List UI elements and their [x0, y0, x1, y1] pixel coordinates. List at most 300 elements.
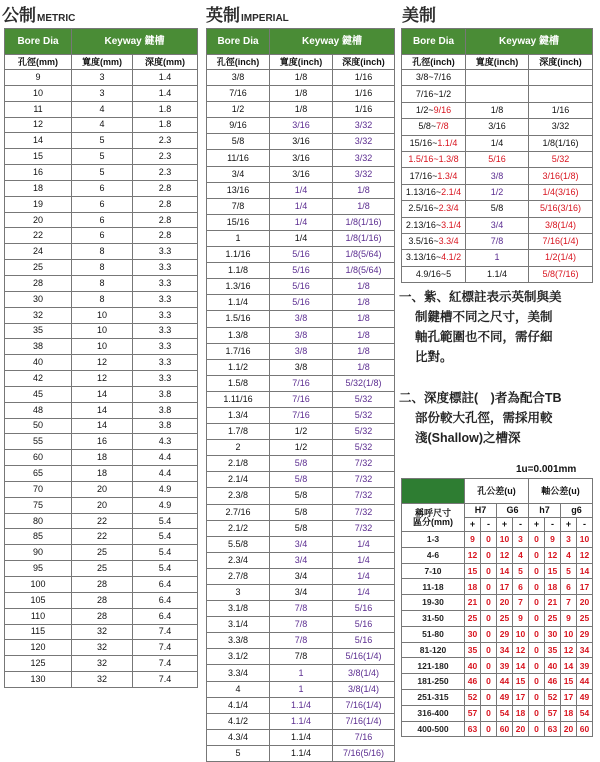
metric-title: 公制METRIC — [2, 6, 76, 25]
table-cell: 4.9 — [133, 497, 198, 513]
table-row — [207, 134, 395, 150]
table-cell: 80 — [5, 513, 72, 529]
table-row — [5, 513, 198, 529]
table-cell: 3.8 — [133, 402, 198, 418]
table-cell: 1/2 — [207, 102, 270, 118]
table-cell: 7/16(1/4) — [529, 233, 593, 249]
table-row — [5, 418, 198, 434]
note-line: 比對。 — [415, 350, 453, 364]
tolerance-cell: 0 — [529, 563, 545, 579]
table-cell: 5.4 — [133, 545, 198, 561]
table-cell: 5/32 — [333, 391, 395, 407]
tolerance-cell: 15 — [561, 674, 577, 690]
table-cell: 1/8 — [333, 279, 395, 295]
table-row — [207, 150, 395, 166]
tolerance-cell: 12 — [465, 547, 481, 563]
table-cell: 1 — [270, 665, 333, 681]
table-cell: 2.8 — [133, 196, 198, 212]
table-cell: 3.1/8 — [207, 601, 270, 617]
table-row — [5, 117, 198, 133]
tolerance-cell: 7 — [513, 595, 529, 611]
table-row — [402, 102, 593, 118]
table-row — [402, 689, 593, 705]
table-cell: 1.4 — [133, 85, 198, 101]
table-cell: 3/4 — [270, 536, 333, 552]
table-cell: 5/16(3/16) — [529, 201, 593, 217]
minus-header: - — [513, 518, 529, 532]
table-cell: 18 — [72, 466, 133, 482]
table-cell: 3/8 — [270, 327, 333, 343]
table-row — [207, 182, 395, 198]
table-row — [5, 307, 198, 323]
size-range-cell: 400-500 — [402, 721, 465, 737]
table-row — [207, 568, 395, 584]
tolerance-cell: 18 — [465, 579, 481, 595]
tolerance-cell: 12 — [561, 642, 577, 658]
tolerance-cell: 4 — [513, 547, 529, 563]
table-cell: 32 — [72, 672, 133, 688]
table-row — [402, 610, 593, 626]
table-row — [5, 672, 198, 688]
table-cell: 1/4 — [270, 230, 333, 246]
table-cell: 1/4 — [333, 552, 395, 568]
table-cell: 3/4 — [207, 166, 270, 182]
table-cell: 1/8 — [270, 86, 333, 102]
table-row — [5, 212, 198, 228]
table-cell: 3/32 — [333, 134, 395, 150]
table-cell: 24 — [5, 244, 72, 260]
table-cell: 5/16 — [270, 279, 333, 295]
table-row — [402, 233, 593, 249]
tolerance-cell: 52 — [545, 689, 561, 705]
table-row — [207, 230, 395, 246]
tolerance-cell: 14 — [561, 658, 577, 674]
table-row — [207, 247, 395, 263]
table-row — [402, 642, 593, 658]
width-header: 寬度(mm) — [72, 55, 133, 70]
table-cell: 3/8 — [270, 343, 333, 359]
table-cell: 3/16(1/8) — [529, 168, 593, 184]
table-row — [402, 250, 593, 266]
tolerance-cell: 0 — [481, 626, 497, 642]
table-cell: 5/8 — [270, 472, 333, 488]
table-cell — [529, 70, 593, 86]
table-row — [402, 70, 593, 86]
table-cell: 5/8(7/16) — [529, 266, 593, 282]
table-cell: 3/8 — [466, 168, 529, 184]
tolerance-cell: 46 — [465, 674, 481, 690]
table-row — [402, 658, 593, 674]
table-row — [207, 295, 395, 311]
table-row — [402, 674, 593, 690]
table-row — [402, 547, 593, 563]
table-cell: 3/8 — [270, 311, 333, 327]
table-row — [207, 375, 395, 391]
table-cell: 5/16 — [270, 263, 333, 279]
table-cell: 1/8 — [270, 70, 333, 86]
tolerance-cell: 0 — [529, 689, 545, 705]
table-row — [5, 355, 198, 371]
table-cell: 28 — [72, 608, 133, 624]
tolerance-cell: 44 — [577, 674, 593, 690]
table-row — [207, 70, 395, 86]
us-title: 美制 — [402, 6, 436, 25]
bore-dia-header: Bore Dia — [402, 29, 466, 55]
table-cell: 1.1/2 — [207, 359, 270, 375]
table-cell: 3/16 — [270, 118, 333, 134]
table-cell: 45 — [5, 386, 72, 402]
table-row — [207, 601, 395, 617]
table-cell: 5/16 — [333, 617, 395, 633]
tolerance-cell: 30 — [465, 626, 481, 642]
table-row — [5, 228, 198, 244]
size-range-cell: 31-50 — [402, 610, 465, 626]
table-cell: 1.1/8 — [207, 263, 270, 279]
table-cell: 10 — [72, 339, 133, 355]
table-cell: 5/32(1/8) — [333, 375, 395, 391]
tolerance-cell: 0 — [529, 547, 545, 563]
table-cell: 105 — [5, 592, 72, 608]
tolerance-cell: 9 — [465, 532, 481, 548]
size-range-cell: 81-120 — [402, 642, 465, 658]
table-cell: 1/8 — [333, 295, 395, 311]
tolerance-cell: 0 — [481, 721, 497, 737]
table-cell: 3.3 — [133, 323, 198, 339]
plus-header: + — [561, 518, 577, 532]
table-cell: 5 — [72, 149, 133, 165]
table-cell: 95 — [5, 561, 72, 577]
tolerance-cell: 10 — [513, 626, 529, 642]
table-cell: 22 — [72, 529, 133, 545]
table-row — [5, 165, 198, 181]
table-cell: 7/16 — [270, 375, 333, 391]
table-row — [207, 424, 395, 440]
table-cell: 18 — [72, 450, 133, 466]
table-cell: 1/4 — [270, 182, 333, 198]
table-cell: 1/4 — [333, 536, 395, 552]
table-cell: 1/2~9/16 — [402, 102, 466, 118]
table-cell: 1/8(5/64) — [333, 263, 395, 279]
tolerance-cell: 0 — [481, 595, 497, 611]
table-cell: 1/8 — [466, 102, 529, 118]
table-row — [207, 311, 395, 327]
table-cell: 12 — [72, 371, 133, 387]
minus-header: - — [577, 518, 593, 532]
table-row — [402, 721, 593, 737]
table-cell: 9 — [5, 70, 72, 86]
table-row — [5, 450, 198, 466]
note-line: 二、深度標註( )者為配合TB — [399, 391, 562, 405]
tolerance-cell: 5 — [561, 563, 577, 579]
table-cell: 30 — [5, 291, 72, 307]
table-cell: 12 — [72, 355, 133, 371]
tolerance-cell: 0 — [481, 658, 497, 674]
table-row — [207, 665, 395, 681]
table-row — [207, 552, 395, 568]
table-cell: 20 — [72, 497, 133, 513]
tolerance-cell: 3 — [561, 532, 577, 548]
table-row — [207, 391, 395, 407]
table-cell: 60 — [5, 450, 72, 466]
table-row — [5, 133, 198, 149]
table-cell: 2.1/4 — [207, 472, 270, 488]
table-cell: 48 — [5, 402, 72, 418]
table-row — [5, 481, 198, 497]
size-range-header: 稱呼尺寸 區分(mm) — [402, 504, 465, 532]
tolerance-cell: 40 — [465, 658, 481, 674]
tolerance-cell: 0 — [529, 705, 545, 721]
table-row — [207, 359, 395, 375]
width-header: 寬度(inch) — [466, 55, 529, 70]
tolerance-cell: 44 — [497, 674, 513, 690]
table-cell: 120 — [5, 640, 72, 656]
table-cell: 11/16 — [207, 150, 270, 166]
tolerance-cell: 0 — [529, 658, 545, 674]
keyway-header: Keyway 鍵槽 — [72, 29, 198, 55]
table-row — [207, 488, 395, 504]
table-cell: 3/32 — [333, 166, 395, 182]
table-cell: 7/32 — [333, 488, 395, 504]
table-cell: 3/32 — [529, 119, 593, 135]
table-cell: 16 — [5, 165, 72, 181]
table-row — [5, 577, 198, 593]
table-cell: 5 — [72, 165, 133, 181]
tolerance-cell: 14 — [513, 658, 529, 674]
note-line: 一、紫、紅標註表示英制與美 — [399, 290, 562, 304]
table-cell: 2.3/8 — [207, 488, 270, 504]
tolerance-cell: 49 — [497, 689, 513, 705]
table-cell: 1.1/16 — [207, 247, 270, 263]
table-row — [402, 119, 593, 135]
table-cell: 8 — [72, 244, 133, 260]
table-cell: 3.3 — [133, 371, 198, 387]
table-cell: 3/8~7/16 — [402, 70, 466, 86]
table-cell: 1/8 — [333, 198, 395, 214]
table-row — [207, 118, 395, 134]
table-cell: 2 — [207, 440, 270, 456]
hole-header: 孔徑(inch) — [402, 55, 466, 70]
tolerance-cell: 0 — [481, 674, 497, 690]
table-cell: 2.3 — [133, 149, 198, 165]
table-row — [5, 545, 198, 561]
table-row — [207, 649, 395, 665]
table-cell: 25 — [72, 561, 133, 577]
tolerance-cell: 12 — [497, 547, 513, 563]
table-row — [5, 529, 198, 545]
table-cell: 3/8 — [270, 359, 333, 375]
table-cell: 1.8 — [133, 101, 198, 117]
table-cell: 1 — [270, 681, 333, 697]
tolerance-cell: 34 — [497, 642, 513, 658]
table-cell: 5 — [207, 745, 270, 761]
table-cell: 7.4 — [133, 624, 198, 640]
tolerance-cell: 18 — [513, 705, 529, 721]
table-cell: 5/16(1/4) — [333, 649, 395, 665]
table-row — [5, 101, 198, 117]
table-cell: 20 — [72, 481, 133, 497]
table-cell: 5.4 — [133, 529, 198, 545]
table-cell: 3.1/4 — [207, 617, 270, 633]
table-cell: 1/8(5/64) — [333, 247, 395, 263]
H7-header: H7 — [465, 504, 497, 518]
keyway-header: Keyway 鍵槽 — [466, 29, 593, 55]
tolerance-cell: 9 — [545, 532, 561, 548]
tolerance-cell: 0 — [529, 721, 545, 737]
table-cell: 1.3/8 — [207, 327, 270, 343]
table-cell: 1/4 — [333, 585, 395, 601]
table-cell: 85 — [5, 529, 72, 545]
table-row — [5, 196, 198, 212]
table-cell: 6 — [72, 180, 133, 196]
table-cell: 25 — [72, 545, 133, 561]
table-cell: 5 — [72, 133, 133, 149]
table-cell: 7/8 — [270, 601, 333, 617]
tol-corner — [402, 479, 465, 504]
tolerance-cell: 10 — [497, 532, 513, 548]
table-cell: 3 — [72, 85, 133, 101]
table-row — [207, 633, 395, 649]
table-cell: 3.8 — [133, 386, 198, 402]
tolerance-cell: 34 — [577, 642, 593, 658]
us-keyway-table — [401, 28, 593, 283]
tolerance-cell: 10 — [577, 532, 593, 548]
table-cell: 1/4 — [270, 198, 333, 214]
table-row — [207, 713, 395, 729]
note-2 — [399, 388, 599, 448]
table-cell: 3.3 — [133, 260, 198, 276]
table-cell: 1.1/4 — [207, 295, 270, 311]
table-cell: 3 — [207, 585, 270, 601]
table-cell: 5/16 — [466, 151, 529, 167]
table-cell: 32 — [5, 307, 72, 323]
table-cell: 3/32 — [333, 118, 395, 134]
table-row — [5, 434, 198, 450]
tolerance-cell: 21 — [465, 595, 481, 611]
table-cell — [529, 86, 593, 102]
table-cell: 125 — [5, 656, 72, 672]
table-cell: 4.9/16~5 — [402, 266, 466, 282]
table-cell: 11 — [5, 101, 72, 117]
table-cell: 7/16(5/16) — [333, 745, 395, 761]
tolerance-cell: 29 — [577, 626, 593, 642]
tolerance-cell: 54 — [497, 705, 513, 721]
size-range-cell: 121-180 — [402, 658, 465, 674]
table-cell: 3.3 — [133, 307, 198, 323]
size-range-cell: 7-10 — [402, 563, 465, 579]
table-row — [402, 532, 593, 548]
table-row — [402, 266, 593, 282]
tolerance-cell: 10 — [561, 626, 577, 642]
tolerance-cell: 57 — [545, 705, 561, 721]
tolerance-cell: 4 — [561, 547, 577, 563]
table-cell: 1.11/16 — [207, 391, 270, 407]
table-row — [5, 244, 198, 260]
table-cell: 1/16 — [529, 102, 593, 118]
shaft-tolerance-header: 軸公差(u) — [529, 479, 593, 504]
table-cell: 7/16(1/4) — [333, 697, 395, 713]
table-cell: 19 — [5, 196, 72, 212]
table-cell: 3.8 — [133, 418, 198, 434]
table-cell: 3/8 — [207, 70, 270, 86]
table-cell: 55 — [5, 434, 72, 450]
table-cell: 7/32 — [333, 504, 395, 520]
table-cell: 22 — [72, 513, 133, 529]
h7-header: h7 — [529, 504, 561, 518]
table-cell: 2.8 — [133, 180, 198, 196]
table-cell: 28 — [72, 592, 133, 608]
table-cell: 1.5/16 — [207, 311, 270, 327]
table-cell: 3/8(1/4) — [529, 217, 593, 233]
table-cell: 32 — [72, 656, 133, 672]
tolerance-cell: 17 — [577, 579, 593, 595]
tolerance-cell: 17 — [561, 689, 577, 705]
table-cell: 15/16~1.1/4 — [402, 135, 466, 151]
table-cell: 115 — [5, 624, 72, 640]
table-cell: 1.8 — [133, 117, 198, 133]
table-cell: 2.8 — [133, 212, 198, 228]
table-row — [207, 472, 395, 488]
tolerance-cell: 21 — [545, 595, 561, 611]
table-cell: 7.4 — [133, 640, 198, 656]
table-cell: 2.1/2 — [207, 520, 270, 536]
table-cell: 14 — [72, 418, 133, 434]
table-cell: 3/16 — [270, 166, 333, 182]
table-cell: 7/8 — [270, 649, 333, 665]
table-cell: 1/8 — [333, 359, 395, 375]
tolerance-cell: 18 — [561, 705, 577, 721]
table-cell: 10 — [72, 307, 133, 323]
table-cell: 5/8 — [466, 201, 529, 217]
table-row — [207, 536, 395, 552]
table-row — [5, 608, 198, 624]
table-cell: 3/4 — [270, 585, 333, 601]
table-row — [207, 86, 395, 102]
table-cell: 1.3/4 — [207, 407, 270, 423]
size-range-cell: 19-30 — [402, 595, 465, 611]
tolerance-cell: 0 — [481, 610, 497, 626]
table-cell: 16 — [72, 434, 133, 450]
table-cell: 5/32 — [333, 407, 395, 423]
tolerance-cell: 57 — [465, 705, 481, 721]
tolerance-cell: 52 — [465, 689, 481, 705]
table-row — [402, 217, 593, 233]
table-row — [402, 705, 593, 721]
table-cell: 12 — [5, 117, 72, 133]
tolerance-cell: 17 — [513, 689, 529, 705]
size-range-cell: 316-400 — [402, 705, 465, 721]
table-cell: 4.1/4 — [207, 697, 270, 713]
table-row — [5, 260, 198, 276]
minus-header: - — [545, 518, 561, 532]
tolerance-cell: 39 — [577, 658, 593, 674]
table-cell: 13/16 — [207, 182, 270, 198]
tolerance-cell: 20 — [497, 595, 513, 611]
table-row — [5, 371, 198, 387]
table-row — [207, 102, 395, 118]
table-cell: 7/16~1/2 — [402, 86, 466, 102]
table-cell: 1.1/4 — [466, 266, 529, 282]
table-row — [402, 184, 593, 200]
bore-dia-header: Bore Dia — [5, 29, 72, 55]
table-cell: 18 — [5, 180, 72, 196]
table-row — [207, 263, 395, 279]
table-cell: 1.7/8 — [207, 424, 270, 440]
table-cell: 2.7/16 — [207, 504, 270, 520]
table-cell: 1 — [207, 230, 270, 246]
tolerance-cell: 25 — [465, 610, 481, 626]
table-cell: 9/16 — [207, 118, 270, 134]
table-row — [207, 440, 395, 456]
